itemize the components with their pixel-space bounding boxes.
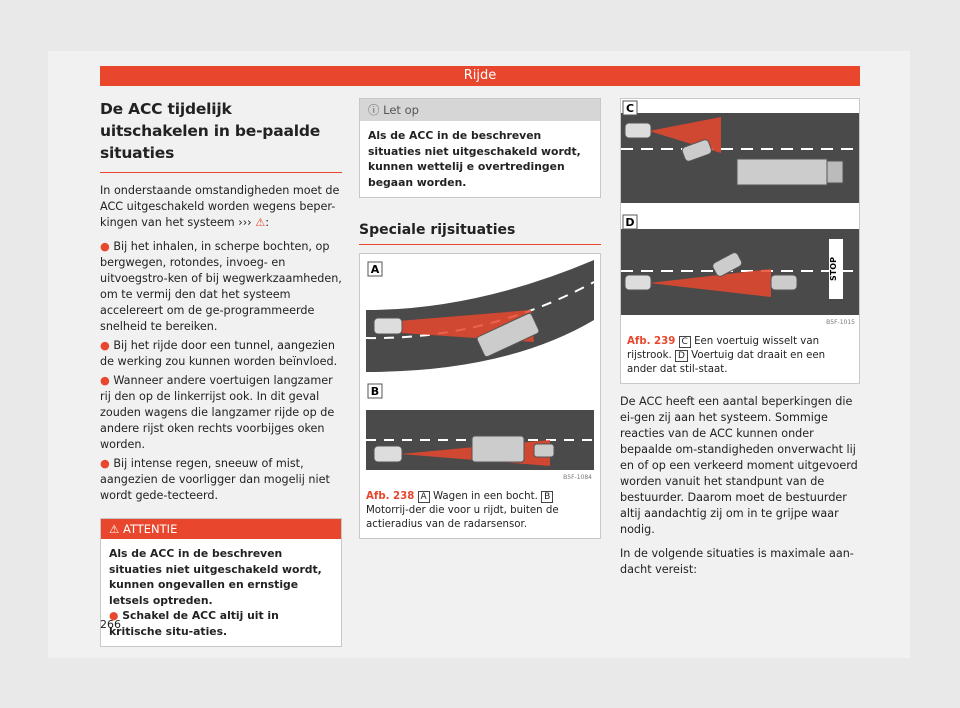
label-d: D: [625, 216, 635, 229]
intro-text: In onderstaande omstandigheden moet de ACC uitgeschakeld worden wegens beper-kingen van het systeem ››› ⚠:: [100, 184, 340, 229]
own-car: [625, 123, 651, 138]
info-icon: ⓘ: [368, 103, 384, 117]
warning-icon: ⚠: [109, 522, 123, 536]
page-number: 266: [100, 618, 121, 631]
section-header: [100, 66, 860, 86]
motorcycle: [534, 444, 554, 457]
note-body: Als de ACC in de beschreven situaties niet uitgeschakeld wordt, kunnen wettelij e overtredingen begaan worden.: [368, 129, 581, 189]
own-car: [374, 446, 402, 462]
van: [472, 436, 524, 462]
section-title: Rijde: [463, 68, 497, 83]
figure-238: [359, 253, 601, 539]
figure-code: B5F-1084: [563, 474, 592, 481]
note-box: [359, 98, 601, 198]
stopped-car: [771, 275, 797, 290]
middle-column: [359, 98, 601, 539]
label-b: B: [370, 385, 380, 398]
stop-marking: STOP: [829, 257, 838, 281]
own-car: [625, 275, 651, 290]
road-lanes: [621, 113, 859, 203]
figure-239: [620, 98, 860, 384]
figure-caption: Afb. 239 C Een voertuig wisselt van rijstrook. D Voertuig dat draait en een ander dat stil-staat.: [627, 336, 826, 375]
label-a: A: [370, 263, 380, 276]
truck: [737, 159, 827, 185]
figure-238-image: [366, 260, 594, 482]
right-column: [620, 98, 860, 586]
bullet-item: ● Bij het rijde door een tunnel, aangezien de werking zou kunnen worden beïnvloed.: [100, 339, 338, 368]
attention-title: ⚠ ATTENTIE: [101, 519, 341, 539]
figure-caption: Afb. 238 A Wagen in een bocht. B Motorrij-der die voor u rijdt, buiten de actieradius van de radarsensor.: [366, 491, 559, 530]
warning-icon: ⚠: [255, 216, 266, 229]
note-title: ⓘ Let op: [360, 99, 600, 121]
left-column: [100, 98, 342, 647]
attention-body: Als de ACC in de beschreven situaties niet uitgeschakeld wordt, kunnen ongevallen en ernstige letsels optreden. ● Schakel de ACC altij uit in kritische situ-aties.: [109, 547, 322, 638]
figure-code: B5F-1015: [826, 319, 855, 326]
label-c: C: [625, 102, 635, 115]
attention-box: [100, 518, 342, 647]
bullet-item: ● Bij intense regen, sneeuw of mist, aangezien de voorligger dan mogelij niet wordt gede-tecteerd.: [100, 457, 330, 502]
figure-239-image: [621, 99, 859, 327]
heading-acc-off: De ACC tijdelijk uitschakelen in be-paalde situaties: [100, 98, 342, 173]
paragraph: In de volgende situaties is maximale aan-dacht vereist:: [620, 547, 854, 576]
own-car: [374, 318, 402, 334]
heading-special-situations: Speciale rijsituaties: [359, 222, 601, 245]
paragraph: De ACC heeft een aantal beperkingen die ei-gen zij aan het systeem. Sommige reacties van de ACC kunnen onder bepaalde om-standigheden onverwacht lij en of op een verkeerd moment uitgevoerd worden vanuit het standpunt van de bestuurder. Daarom moet de bestuurder altij aandachtig zij om in te grijpe waar nodig.: [620, 395, 858, 536]
bullet-item: ● Bij het inhalen, in scherpe bochten, op bergwegen, rotondes, invoeg- en uitvoegstro-ken of bij wegwerkzaamheden, om te vermij den dat het systeem accelereert om de ge-programmeerde snelheid te bereiken.: [100, 240, 342, 333]
bullet-item: ● Wanneer andere voertuigen langzamer rij den op de linkerrijst ook. In dit geval zouden wagens die langzamer rijde op de andere rijst oken rechts voorbijges oken worden.: [100, 374, 335, 451]
